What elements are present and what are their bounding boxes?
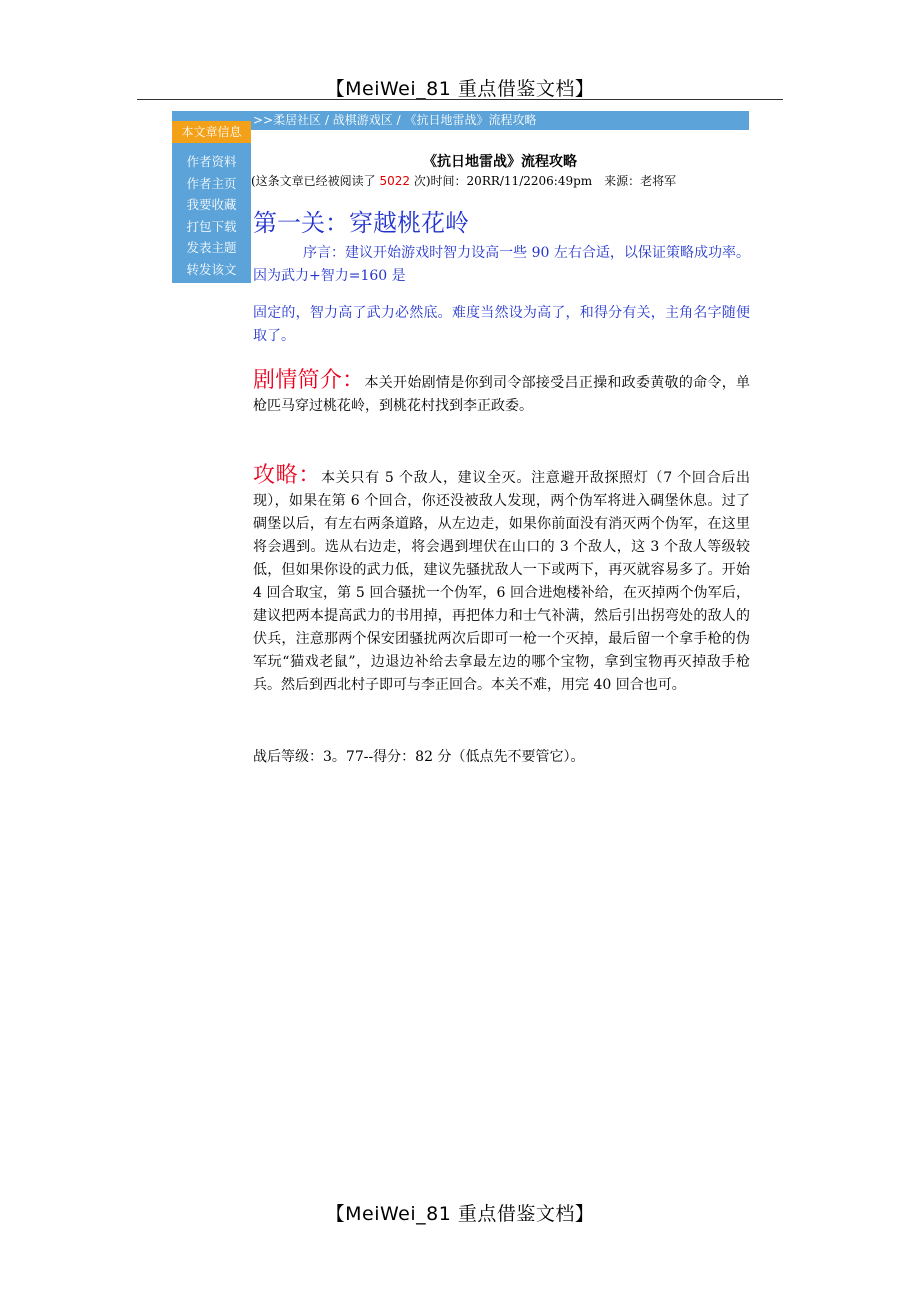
breadcrumb-article[interactable]: 《抗日地雷战》流程攻略: [404, 113, 537, 127]
post-topic-link[interactable]: 发表主题: [186, 240, 237, 255]
breadcrumb-community[interactable]: 柔居社区: [273, 113, 322, 127]
strategy-text: 本关只有 5 个敌人，建议全灭。注意避开敌探照灯（7 个回合后出现），如果在第 6 个回合，你还没被敌人发现，两个伪军将进入碉堡休息。过了碉堡以后，有左右两条道路，从左边走，如果你前面没有消灭两个伪军，在这里将会遇到。选从右边走，将会遇到埋伏在山口的 3 个敌人，这 3 个敌人等级较低，但如果你设的武力低，建议先骚扰敌人一下或两下，再灭就容易多了。开始 4 回合取宝，第 5 回合骚扰一个伪军，6 回合进炮楼补给，在灭掉两个伪军后，建议把两本提高武力的书用掉，再把体力和士气补满，然后引出拐弯处的敌人的伏兵，注意那两个保安团骚扰两次后即可一枪一个灭掉，最后留一个拿手枪的伪军玩“猫戏老鼠”，边退边补给去拿最左边的哪个宝物，拿到宝物再灭掉敌手枪兵。然后到西北村子即可与李正回合。本关不难，用完 40 回合也可。: [253, 470, 750, 693]
page-header: 【MeiWei_81 重点借鉴文档】: [325, 78, 595, 100]
section1-intro: 序言：建议开始游戏时智力设高一些 90 左右合适，以保证策略成功率。因为武力+智力=160 是: [253, 245, 750, 284]
forward-article-link[interactable]: 转发该文: [186, 261, 237, 277]
meta-before: (这条文章已经被阅读了: [251, 174, 380, 188]
breadcrumb-prefix: >>: [253, 113, 274, 127]
breadcrumb-separator: /: [392, 113, 405, 127]
strategy-section: [253, 464, 750, 697]
article-title: 《抗日地雷战》流程攻略: [423, 154, 577, 170]
plot-text: 本关开始剧情是你到司令部接受吕正操和政委黄敬的命令，单枪匹马穿过桃花岭，到桃花村找到李正政委。: [253, 375, 750, 414]
download-link[interactable]: 打包下载: [186, 218, 237, 234]
battle-result: 战后等级：3。77--得分：82 分（低点先不要管它）。: [253, 749, 585, 765]
read-count: 5022: [379, 174, 411, 188]
strategy-heading: 攻略：: [253, 463, 322, 488]
author-profile-link[interactable]: 作者资料: [186, 154, 237, 169]
section1-heading: 第一关：穿越桃花岭: [253, 209, 469, 237]
article-meta: [251, 172, 749, 189]
breadcrumb: [251, 111, 749, 130]
breadcrumb-board[interactable]: 战棋游戏区: [332, 113, 393, 127]
plot-summary: [253, 369, 750, 418]
sidebar-links: [172, 151, 251, 280]
plot-heading: 剧情简介：: [253, 368, 365, 393]
author-homepage-link[interactable]: 作者主页: [186, 175, 237, 191]
bookmark-link[interactable]: 我要收藏: [186, 197, 237, 212]
section1-heading-block: [253, 206, 750, 240]
article-info-sidebar: [172, 111, 251, 283]
section1-continuation: 固定的，智力高了武力必然底。难度当然设为高了，和得分有关，主角名字随便取了。: [253, 305, 750, 344]
header-divider: [137, 99, 783, 100]
page-footer: 【MeiWei_81 重点借鉴文档】: [325, 1203, 595, 1225]
sidebar-title: 本文章信息: [172, 121, 251, 143]
meta-after: 次)时间：20RR/11/2206:49pm 来源：老将军: [410, 174, 677, 188]
breadcrumb-separator: /: [321, 113, 333, 127]
